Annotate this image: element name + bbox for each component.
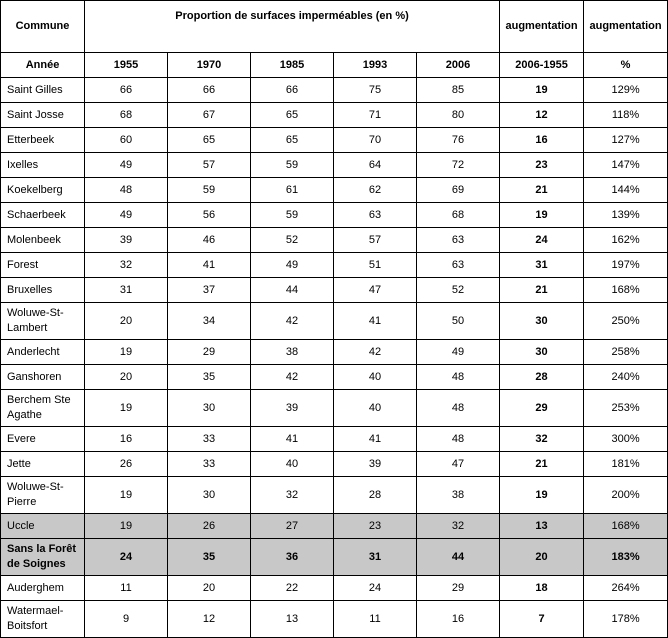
value-cell: 76: [417, 128, 500, 153]
table-row: [1, 128, 668, 153]
increase-cell: 16: [500, 128, 584, 153]
value-cell: 36: [251, 539, 334, 576]
increase-cell: 12: [500, 103, 584, 128]
increase-cell: 19: [500, 203, 584, 228]
value-cell: 63: [417, 228, 500, 253]
increase-cell: 19: [500, 477, 584, 514]
value-cell: 33: [168, 452, 251, 477]
table-row: [1, 390, 668, 427]
percent-cell: 162%: [584, 228, 668, 253]
value-cell: 39: [251, 390, 334, 427]
value-cell: 52: [417, 278, 500, 303]
percent-cell: 250%: [584, 303, 668, 340]
value-cell: 33: [168, 427, 251, 452]
percent-cell: 253%: [584, 390, 668, 427]
value-cell: 66: [85, 78, 168, 103]
value-cell: 19: [85, 390, 168, 427]
percent-cell: 168%: [584, 514, 668, 539]
value-cell: 20: [85, 365, 168, 390]
value-cell: 66: [251, 78, 334, 103]
value-cell: 49: [85, 203, 168, 228]
table-row: [1, 601, 668, 638]
value-cell: 41: [168, 253, 251, 278]
increase-cell: 21: [500, 178, 584, 203]
commune-cell: Ganshoren: [1, 365, 85, 390]
value-cell: 57: [168, 153, 251, 178]
increase-cell: 19: [500, 78, 584, 103]
value-cell: 24: [85, 539, 168, 576]
value-cell: 27: [251, 514, 334, 539]
value-cell: 26: [168, 514, 251, 539]
value-cell: 52: [251, 228, 334, 253]
value-cell: 20: [168, 576, 251, 601]
value-cell: 48: [85, 178, 168, 203]
proportion-header: Proportion de surfaces imperméables (en %): [85, 1, 500, 53]
value-cell: 64: [334, 153, 417, 178]
value-cell: 9: [85, 601, 168, 638]
commune-cell: Jette: [1, 452, 85, 477]
value-cell: 65: [251, 128, 334, 153]
value-cell: 23: [334, 514, 417, 539]
diff-header: 2006-1955: [500, 53, 584, 78]
commune-cell: Sans la Forêt de Soignes: [1, 539, 85, 576]
value-cell: 35: [168, 539, 251, 576]
commune-cell: Forest: [1, 253, 85, 278]
value-cell: 41: [334, 427, 417, 452]
table-row: [1, 153, 668, 178]
value-cell: 47: [417, 452, 500, 477]
year-header: 1955: [85, 53, 168, 78]
table-row: [1, 365, 668, 390]
table-row: [1, 253, 668, 278]
table-row: [1, 203, 668, 228]
increase-cell: 21: [500, 278, 584, 303]
commune-cell: Auderghem: [1, 576, 85, 601]
value-cell: 44: [417, 539, 500, 576]
commune-header: Commune: [1, 1, 85, 53]
table-row: [1, 78, 668, 103]
value-cell: 39: [85, 228, 168, 253]
annee-header: Année: [1, 53, 85, 78]
commune-cell: Bruxelles: [1, 278, 85, 303]
percent-cell: 181%: [584, 452, 668, 477]
augmentation-header: augmentation: [500, 1, 584, 53]
value-cell: 38: [417, 477, 500, 514]
increase-cell: 28: [500, 365, 584, 390]
table-row: [1, 477, 668, 514]
commune-cell: Woluwe-St-Lambert: [1, 303, 85, 340]
value-cell: 28: [334, 477, 417, 514]
commune-cell: Molenbeek: [1, 228, 85, 253]
percent-cell: 127%: [584, 128, 668, 153]
value-cell: 49: [251, 253, 334, 278]
commune-cell: Saint Josse: [1, 103, 85, 128]
value-cell: 65: [251, 103, 334, 128]
value-cell: 22: [251, 576, 334, 601]
increase-cell: 13: [500, 514, 584, 539]
value-cell: 32: [251, 477, 334, 514]
value-cell: 57: [334, 228, 417, 253]
value-cell: 40: [334, 365, 417, 390]
value-cell: 12: [168, 601, 251, 638]
value-cell: 41: [251, 427, 334, 452]
commune-cell: Etterbeek: [1, 128, 85, 153]
value-cell: 24: [334, 576, 417, 601]
value-cell: 71: [334, 103, 417, 128]
commune-cell: Schaerbeek: [1, 203, 85, 228]
value-cell: 37: [168, 278, 251, 303]
value-cell: 72: [417, 153, 500, 178]
value-cell: 47: [334, 278, 417, 303]
pct-header: %: [584, 53, 668, 78]
value-cell: 32: [417, 514, 500, 539]
value-cell: 66: [168, 78, 251, 103]
commune-cell: Berchem Ste Agathe: [1, 390, 85, 427]
increase-cell: 30: [500, 303, 584, 340]
value-cell: 34: [168, 303, 251, 340]
value-cell: 68: [417, 203, 500, 228]
percent-cell: 183%: [584, 539, 668, 576]
value-cell: 32: [85, 253, 168, 278]
year-header: 1985: [251, 53, 334, 78]
percent-cell: 139%: [584, 203, 668, 228]
value-cell: 19: [85, 514, 168, 539]
value-cell: 19: [85, 340, 168, 365]
table-row: [1, 539, 668, 576]
increase-cell: 31: [500, 253, 584, 278]
percent-cell: 178%: [584, 601, 668, 638]
header-row-2: [1, 53, 668, 78]
value-cell: 48: [417, 427, 500, 452]
value-cell: 70: [334, 128, 417, 153]
increase-cell: 18: [500, 576, 584, 601]
commune-cell: Anderlecht: [1, 340, 85, 365]
value-cell: 49: [417, 340, 500, 365]
increase-cell: 30: [500, 340, 584, 365]
table-row: [1, 103, 668, 128]
table-row: [1, 303, 668, 340]
commune-cell: Uccle: [1, 514, 85, 539]
value-cell: 85: [417, 78, 500, 103]
year-header: 1970: [168, 53, 251, 78]
increase-cell: 20: [500, 539, 584, 576]
header-row-1: [1, 1, 668, 53]
value-cell: 44: [251, 278, 334, 303]
table-row: [1, 576, 668, 601]
increase-cell: 32: [500, 427, 584, 452]
value-cell: 59: [251, 153, 334, 178]
value-cell: 49: [85, 153, 168, 178]
value-cell: 75: [334, 78, 417, 103]
percent-cell: 129%: [584, 78, 668, 103]
commune-cell: Saint Gilles: [1, 78, 85, 103]
value-cell: 40: [251, 452, 334, 477]
value-cell: 26: [85, 452, 168, 477]
percent-cell: 197%: [584, 253, 668, 278]
commune-cell: Evere: [1, 427, 85, 452]
value-cell: 59: [251, 203, 334, 228]
value-cell: 30: [168, 477, 251, 514]
table-row: [1, 228, 668, 253]
value-cell: 16: [417, 601, 500, 638]
value-cell: 63: [334, 203, 417, 228]
value-cell: 30: [168, 390, 251, 427]
increase-cell: 21: [500, 452, 584, 477]
value-cell: 51: [334, 253, 417, 278]
table-row: [1, 340, 668, 365]
percent-cell: 240%: [584, 365, 668, 390]
value-cell: 50: [417, 303, 500, 340]
table-row: [1, 514, 668, 539]
value-cell: 48: [417, 390, 500, 427]
table-row: [1, 178, 668, 203]
value-cell: 16: [85, 427, 168, 452]
value-cell: 41: [334, 303, 417, 340]
value-cell: 31: [334, 539, 417, 576]
value-cell: 29: [168, 340, 251, 365]
percent-cell: 118%: [584, 103, 668, 128]
value-cell: 35: [168, 365, 251, 390]
value-cell: 80: [417, 103, 500, 128]
value-cell: 68: [85, 103, 168, 128]
percent-cell: 144%: [584, 178, 668, 203]
value-cell: 31: [85, 278, 168, 303]
commune-cell: Woluwe-St-Pierre: [1, 477, 85, 514]
year-header: 1993: [334, 53, 417, 78]
value-cell: 69: [417, 178, 500, 203]
value-cell: 42: [251, 303, 334, 340]
value-cell: 61: [251, 178, 334, 203]
value-cell: 65: [168, 128, 251, 153]
value-cell: 13: [251, 601, 334, 638]
table-row: [1, 427, 668, 452]
value-cell: 20: [85, 303, 168, 340]
value-cell: 56: [168, 203, 251, 228]
table-row: [1, 278, 668, 303]
value-cell: 11: [334, 601, 417, 638]
value-cell: 48: [417, 365, 500, 390]
commune-cell: Watermael-Boitsfort: [1, 601, 85, 638]
percent-cell: 168%: [584, 278, 668, 303]
value-cell: 38: [251, 340, 334, 365]
increase-cell: 29: [500, 390, 584, 427]
value-cell: 11: [85, 576, 168, 601]
value-cell: 42: [334, 340, 417, 365]
table-row: [1, 452, 668, 477]
value-cell: 59: [168, 178, 251, 203]
commune-cell: Koekelberg: [1, 178, 85, 203]
value-cell: 19: [85, 477, 168, 514]
augmentation-pct-header: augmentation: [584, 1, 668, 53]
percent-cell: 200%: [584, 477, 668, 514]
increase-cell: 24: [500, 228, 584, 253]
percent-cell: 300%: [584, 427, 668, 452]
value-cell: 46: [168, 228, 251, 253]
percent-cell: 258%: [584, 340, 668, 365]
value-cell: 67: [168, 103, 251, 128]
value-cell: 63: [417, 253, 500, 278]
commune-cell: Ixelles: [1, 153, 85, 178]
year-header: 2006: [417, 53, 500, 78]
percent-cell: 264%: [584, 576, 668, 601]
percent-cell: 147%: [584, 153, 668, 178]
increase-cell: 23: [500, 153, 584, 178]
increase-cell: 7: [500, 601, 584, 638]
value-cell: 62: [334, 178, 417, 203]
value-cell: 42: [251, 365, 334, 390]
value-cell: 29: [417, 576, 500, 601]
value-cell: 40: [334, 390, 417, 427]
value-cell: 39: [334, 452, 417, 477]
value-cell: 60: [85, 128, 168, 153]
